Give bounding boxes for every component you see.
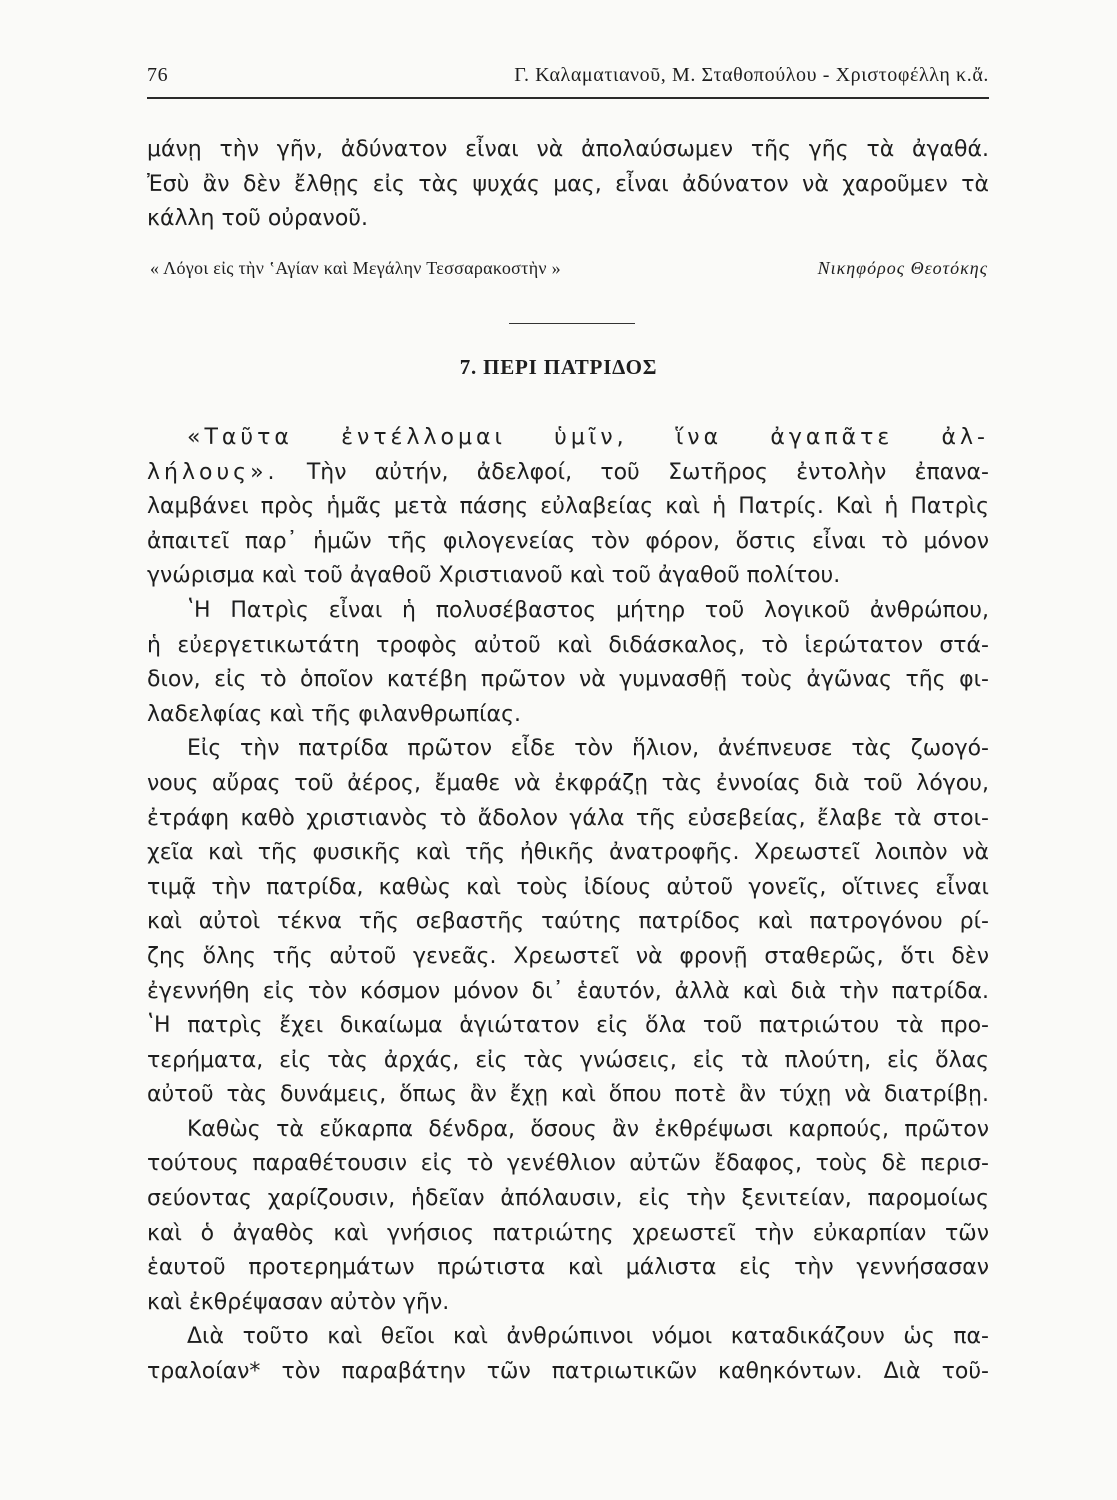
text-line: ἐτράφη καθὸ χριστιανὸς τὸ ἄδολον γάλα τῆς εὐσεβείας, ἔλαβε τὰ στοι-	[147, 805, 989, 831]
text-line: λαδελφίας καὶ τῆς φιλανθρωπίας.	[147, 701, 521, 727]
header-rule	[147, 97, 989, 99]
section-divider	[509, 323, 635, 324]
section-body	[147, 421, 989, 1390]
quote-spaced: «Ταῦτα ἐντέλλομαι ὑμῖν, ἵνα ἀγαπᾶτε ἀλ-	[187, 425, 989, 450]
citation-author: Νικηφόρος Θεοτόκης	[817, 258, 988, 278]
text-line: Διὰ τοῦτο καὶ θεῖοι καὶ ἀνθρώπινοι νόμοι καταδικάζουν ὡς πα-	[187, 1324, 989, 1350]
text-line: καὶ ὁ ἀγαθὸς καὶ γνήσιος πατριώτης χρεωστεῖ τὴν εὐκαρπίαν τῶν	[147, 1220, 989, 1246]
text-line: νους αὔρας τοῦ ἀέρος, ἔμαθε νὰ ἐκφράζῃ τὰς ἐννοίας διὰ τοῦ λόγου,	[147, 770, 989, 796]
text-line: Εἰς τὴν πατρίδα πρῶτον εἶδε τὸν ἥλιον, ἀνέπνευσε τὰς ζωογό-	[187, 736, 989, 762]
text-line	[147, 421, 989, 456]
text-line: ἡ εὐεργετικωτάτη τροφὸς αὐτοῦ καὶ διδάσκαλος, τὸ ἱερώτατον στά-	[147, 632, 989, 658]
text-line: ἀπαιτεῖ παρ᾽ ἡμῶν τῆς φιλογενείας τὸν φόρον, ὅστις εἶναι τὸ μόνον	[147, 528, 989, 554]
page-number: 76	[147, 64, 169, 86]
citation	[150, 258, 988, 279]
text-line: σεύοντας χαρίζουσιν, ἡδεῖαν ἀπόλαυσιν, εἰς τὴν ξενιτείαν, παρομοίως	[147, 1186, 989, 1212]
citation-source: « Λόγοι εἰς τὴν ʽΑγίαν καὶ Μεγάλην Τεσσαρακοστὴν »	[150, 258, 561, 278]
intro-text	[147, 133, 989, 237]
text-line: ἑαυτοῦ προτερημάτων πρώτιστα καὶ μάλιστα εἰς τὴν γεννήσασαν	[147, 1255, 989, 1281]
running-head: Γ. Καλαματιανοῦ, Μ. Σταθοπούλου - Χριστοφέλλη κ.ἄ.	[514, 64, 989, 86]
text-line: ζης ὅλης τῆς αὐτοῦ γενεᾶς. Χρεωστεῖ νὰ φρονῇ σταθερῶς, ὅτι δὲν	[147, 943, 989, 969]
text-line: καὶ αὐτοὶ τέκνα τῆς σεβαστῆς ταύτης πατρίδος καὶ πατρογόνου ρί-	[147, 909, 989, 935]
text-line: ʽΗ Πατρὶς εἶναι ἡ πολυσέβαστος μήτηρ τοῦ λογικοῦ ἀνθρώπου,	[187, 597, 989, 623]
text-line: μάνῃ τὴν γῆν, ἀδύνατον εἶναι νὰ ἀπολαύσωμεν τῆς γῆς τὰ ἀγαθά.	[147, 137, 989, 162]
text-line: λαμβάνει πρὸς ἡμᾶς μετὰ πάσης εὐλαβείας καὶ ἡ Πατρίς. Καὶ ἡ Πατρὶς	[147, 494, 989, 520]
text-line: χεῖα καὶ τῆς φυσικῆς καὶ τῆς ἠθικῆς ἀνατροφῆς. Χρεωστεῖ λοιπὸν νὰ	[147, 840, 989, 866]
text-line: τερήματα, εἰς τὰς ἀρχάς, εἰς τὰς γνώσεις, εἰς τὰ πλούτη, εἰς ὅλας	[147, 1047, 989, 1073]
text-line: τούτους παραθέτουσιν εἰς τὸ γενέθλιον αὐτῶν ἔδαφος, τοὺς δὲ περισ-	[147, 1151, 989, 1177]
text-line: τραλοίαν* τὸν παραβάτην τῶν πατριωτικῶν καθηκόντων. Διὰ τοῦ-	[147, 1359, 989, 1385]
quote-spaced: λήλους».	[147, 459, 279, 485]
text-line: κάλλη τοῦ οὐρανοῦ.	[147, 206, 368, 232]
section-title: 7. ΠΕΡΙ ΠΑΤΡΙΔΟΣ	[459, 355, 658, 379]
text-line: αὐτοῦ τὰς δυνάμεις, ὅπως ἂν ἔχῃ καὶ ὅπου ποτὲ ἂν τύχῃ νὰ διατρίβῃ.	[147, 1082, 989, 1108]
text-line	[147, 456, 989, 491]
text-run: Τὴν αὐτήν, ἀδελφοί, τοῦ Σωτῆρος ἐντολὴν ἐπανα-	[278, 459, 989, 485]
text-line: ʽΗ πατρὶς ἔχει δικαίωμα ἁγιώτατον εἰς ὅλα τοῦ πατριώτου τὰ προ-	[147, 1013, 989, 1039]
page-header	[147, 60, 989, 94]
text-line: τιμᾷ τὴν πατρίδα, καθὼς καὶ τοὺς ἰδίους αὐτοῦ γονεῖς, οἵτινες εἶναι	[147, 874, 989, 900]
text-line: διον, εἰς τὸ ὁποῖον κατέβη πρῶτον νὰ γυμνασθῇ τοὺς ἀγῶνας τῆς φι-	[147, 667, 989, 693]
text-line: καὶ ἐκθρέψασαν αὐτὸν γῆν.	[147, 1289, 450, 1315]
text-line: ἐγεννήθη εἰς τὸν κόσμον μόνον δι᾽ ἑαυτόν, ἀλλὰ καὶ διὰ τὴν πατρίδα.	[147, 978, 989, 1004]
text-line: Καθὼς τὰ εὔκαρπα δένδρα, ὅσους ἂν ἐκθρέψωσι καρπούς, πρῶτον	[187, 1116, 989, 1142]
text-line: γνώρισμα καὶ τοῦ ἀγαθοῦ Χριστιανοῦ καὶ τοῦ ἀγαθοῦ πολίτου.	[147, 563, 841, 589]
text-line: Ἐσὺ ἂν δὲν ἔλθῃς εἰς τὰς ψυχάς μας, εἶναι ἀδύνατον νὰ χαροῦμεν τὰ	[147, 171, 989, 197]
